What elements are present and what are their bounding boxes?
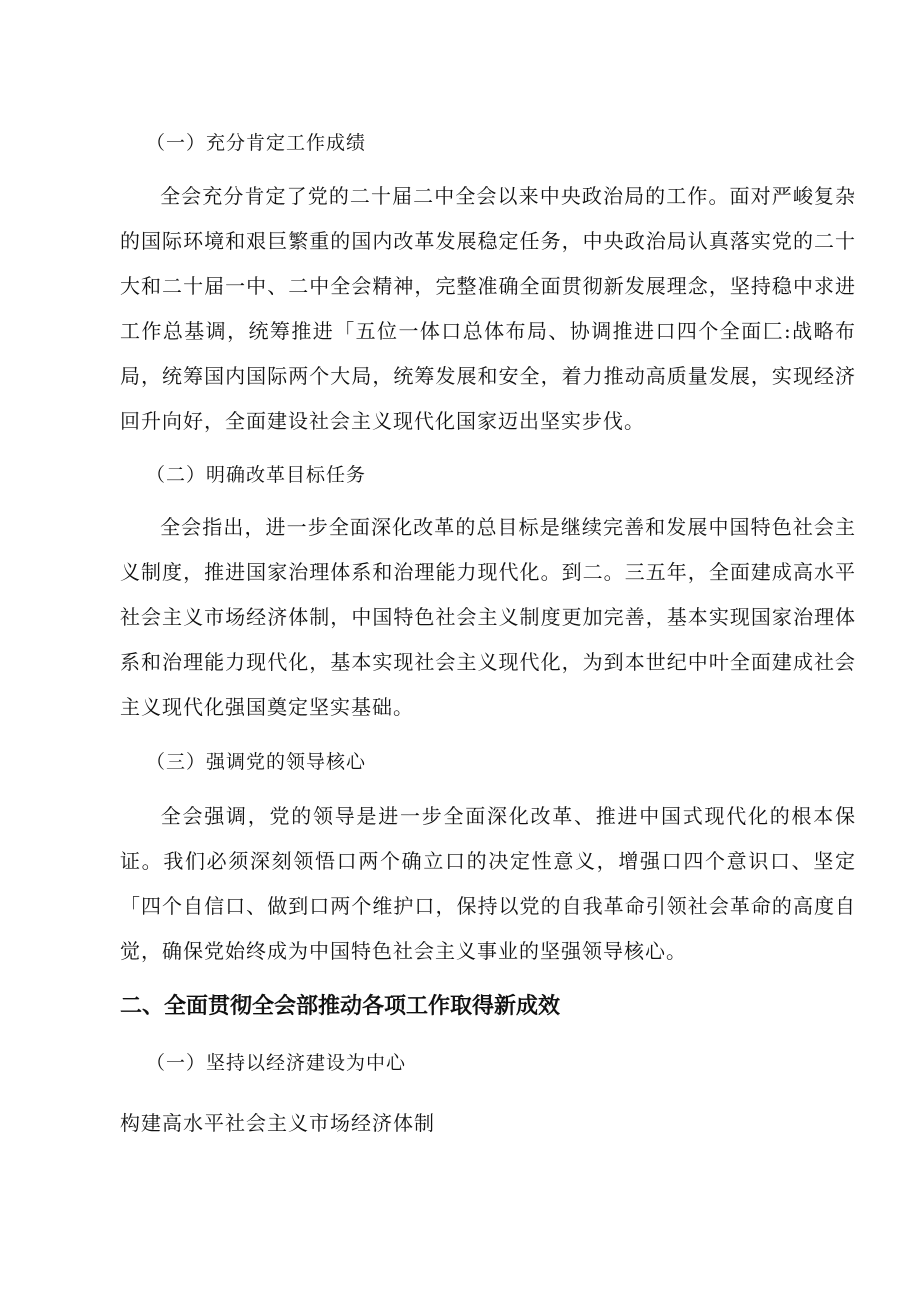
paragraph-text: 全会充分肯定了党的二十届二中全会以来中央政治局的工作。面对严峻复杂的国际环境和艰巨繁重的国内改革发展稳定任务，中央政治局认真落实党的二十大和二十届一中、二中全会精神，完整准确全面贯彻新发展理念，坚持稳中求进工作总基调，统筹推进「五位一体口总体布局、协调推进口四个全面匚:战略布局，统筹国内国际两个大局，统筹发展和安全，着力推动高质量发展，实现经济回升向好，全面建设社会主义现代化国家迈出坚实步伐。 <box>120 184 856 433</box>
paragraph-goals <box>120 505 856 730</box>
text-line-market-economy: 构建高水平社会主义市场经济体制 <box>120 1111 435 1135</box>
subheading-achievements: （一）充分肯定工作成绩 <box>146 132 367 154</box>
subheading-leadership: （三）强调党的领导核心 <box>146 751 367 773</box>
subheading-economy: （一）坚持以经济建设为中心 <box>146 1052 407 1074</box>
subheading-goals: （二）明确改革目标任务 <box>146 464 367 486</box>
paragraph-text: 全会强调，党的领导是进一步全面深化改革、推进中国式现代化的根本保证。我们必须深刻领悟口两个确立口的决定性意义，增强口四个意识口、坚定「四个自信口、做到口两个维护口，保持以党的自我革命引领社会革命的高度自觉，确保党始终成为中国特色社会主义事业的坚强领导核心。 <box>120 804 856 963</box>
paragraph-achievements <box>120 174 856 444</box>
paragraph-text: 全会指出，进一步全面深化改革的总目标是继续完善和发展中国特色社会主义制度，推进国家治理体系和治理能力现代化。到二。三五年，全面建成高水平社会主义市场经济体制，中国特色社会主义制度更加完善，基本实现国家治理体系和治理能力现代化，基本实现社会主义现代化，为到本世纪中叶全面建成社会主义现代化强国奠定坚实基础。 <box>120 515 856 719</box>
section-heading-2: 二、全面贯彻全会部推动各项工作取得新成效 <box>120 994 561 1019</box>
paragraph-leadership <box>120 794 856 974</box>
